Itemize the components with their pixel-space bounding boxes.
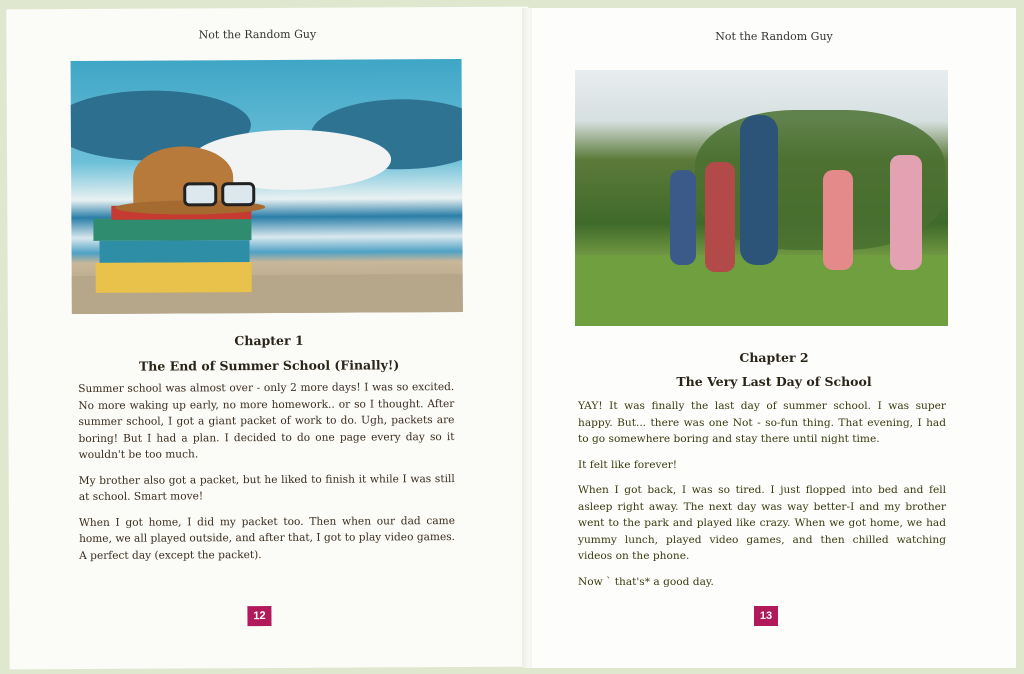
left-page xyxy=(6,7,531,670)
chapter-text xyxy=(578,398,946,599)
paragraph: My brother also got a packet, but he liked to finish it while I was still at school. Smart move! xyxy=(78,472,455,503)
running-head: Not the Random Guy xyxy=(198,27,317,42)
page-number: 12 xyxy=(247,606,271,626)
chapter-number: Chapter 1 xyxy=(234,332,304,349)
paragraph: YAY! It was finally the last day of summer school. I was super happy. But... there was one Not - so-fun thing. That evening, I had to go somewhere boring and stay there until night time. xyxy=(578,400,946,445)
right-page xyxy=(532,8,1016,668)
chapter-title: The End of Summer School (Finally!) xyxy=(138,357,400,374)
chapter-number: Chapter 2 xyxy=(739,350,809,365)
paragraph: It felt like forever! xyxy=(578,458,678,471)
kids-running-photo xyxy=(575,70,948,326)
paragraph: When I got back, I was so tired. I just flopped into bed and fell asleep right away. The next day was way better-I and my brother went to the park and played like crazy. When we got home, we had yummy lunch, played video games, and then chilled watching videos on the phone. xyxy=(578,484,946,562)
paragraph: When I got home, I did my packet too. Then when our dad came home, we all played outside, and after that, I got to play video games. A perfect day (except the packet). xyxy=(78,514,456,562)
page-number: 13 xyxy=(754,606,778,626)
beach-books-illustration xyxy=(71,59,463,314)
chapter-title: The Very Last Day of School xyxy=(676,374,872,389)
chapter-text xyxy=(78,379,455,573)
running-head: Not the Random Guy xyxy=(715,30,833,43)
paragraph: Now ` that's* a good day. xyxy=(578,575,714,588)
paragraph: Summer school was almost over - only 2 more days! I was so excited. No more waking up early, no more homework.. or so I thought. After summer school, I got a giant packet of work to do. Ugh, packets are boring! But I had a plan. I decided to do one page every day so it wouldn't be too much. xyxy=(78,381,455,461)
